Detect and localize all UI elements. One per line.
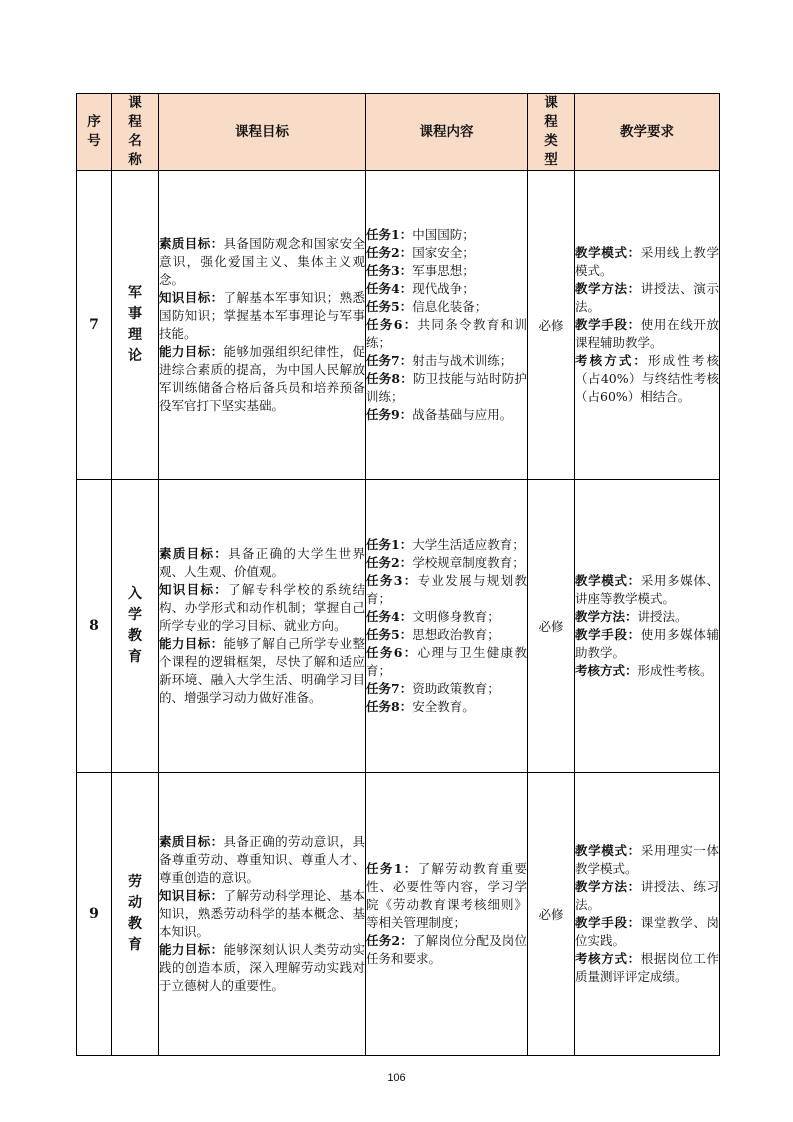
header-row [77, 94, 720, 171]
requirement-item: 考核方式：形成性考核。 [575, 663, 713, 678]
table-row [77, 171, 720, 480]
course-name: 入学教育 [112, 480, 159, 773]
requirement-item: 教学方法：讲授法。 [575, 609, 688, 624]
header-goals: 课程目标 [159, 94, 366, 171]
goal-item: 能力目标：能够加强组织纪律性，促进综合素质的提高，为中国人民解放军训练储备合格后备兵员和培养预备役军官打下坚实基础。 [159, 344, 365, 413]
course-goals [159, 480, 366, 773]
course-requirements [575, 480, 720, 773]
task-item: 任务8：安全教育。 [366, 699, 475, 714]
requirement-item: 教学手段：课堂教学、岗位实践。 [575, 915, 719, 948]
task-item: 任务7：射击与战术训练； [366, 353, 513, 368]
task-item: 任务4：现代战争； [366, 281, 475, 296]
task-item: 任务3：专业发展与规划教育； [366, 573, 527, 606]
course-type: 必修 [528, 171, 575, 480]
requirement-item: 教学方法：讲授法、练习法。 [575, 879, 719, 912]
course-type: 必修 [528, 773, 575, 1056]
task-item: 任务2：了解岗位分配及岗位任务和要求。 [366, 933, 527, 966]
course-requirements [575, 773, 720, 1056]
goal-item: 素质目标：具备正确的大学生世界观、人生观、价值观。 [159, 546, 365, 579]
requirement-item: 考核方式：形成性考核（占40%）与终结性考核（占60%）相结合。 [575, 353, 719, 404]
course-content [366, 480, 528, 773]
task-item: 任务1：了解劳动教育重要性、必要性等内容，学习学院《劳动教育课考核细则》等相关管理制度； [366, 861, 527, 930]
goal-item: 知识目标：了解劳动科学理论、基本知识，熟悉劳动科学的基本概念、基本知识。 [159, 888, 365, 939]
header-content: 课程内容 [366, 94, 528, 171]
page-number: 106 [387, 1072, 406, 1084]
task-item: 任务5：信息化装备； [366, 299, 488, 314]
course-no: 7 [77, 171, 112, 480]
requirement-item: 教学手段：使用在线开放课程辅助教学。 [575, 317, 719, 350]
goal-item: 素质目标：具备国防观念和国家安全意识，强化爱国主义、集体主义观念。 [159, 236, 365, 287]
goal-item: 素质目标：具备正确的劳动意识，具备尊重劳动、尊重知识、尊重人才、尊重创造的意识。 [159, 834, 365, 885]
task-item: 任务2：国家安全； [366, 245, 475, 260]
requirement-item: 考核方式：根据岗位工作质量测评评定成绩。 [575, 951, 719, 984]
task-item: 任务9：战备基础与应用。 [366, 407, 513, 422]
goal-item: 知识目标：了解专科学校的系统结构、办学形式和动作机制；掌握自己所学专业的学习目标、就业方向。 [159, 582, 365, 633]
header-no: 序号 [77, 94, 112, 171]
requirement-item: 教学模式：采用线上教学模式。 [575, 245, 719, 278]
course-no: 9 [77, 773, 112, 1056]
header-type: 课程类型 [528, 94, 575, 171]
goal-item: 知识目标：了解基本军事知识；熟悉国防知识；掌握基本军事理论与军事技能。 [159, 290, 365, 341]
course-goals [159, 773, 366, 1056]
course-requirements [575, 171, 720, 480]
requirement-item: 教学模式：采用多媒体、讲座等教学模式。 [575, 573, 719, 606]
table-row [77, 773, 720, 1056]
course-type: 必修 [528, 480, 575, 773]
course-content [366, 773, 528, 1056]
task-item: 任务3：军事思想； [366, 263, 475, 278]
goal-item: 能力目标：能够深刻认识人类劳动实践的创造本质，深入理解劳动实践对于立德树人的重要性。 [159, 942, 365, 993]
requirement-item: 教学手段：使用多媒体辅助教学。 [575, 627, 719, 660]
task-item: 任务8：防卫技能与站时防护训练； [366, 371, 527, 404]
header-requirements: 教学要求 [575, 94, 720, 171]
course-no: 8 [77, 480, 112, 773]
task-item: 任务1：中国国防； [366, 227, 475, 242]
task-item: 任务6：共同条令教育和训练； [366, 317, 527, 350]
course-content [366, 171, 528, 480]
task-item: 任务1：大学生活适应教育； [366, 537, 525, 552]
requirement-item: 教学方法：讲授法、演示法。 [575, 281, 719, 314]
course-name: 军事理论 [112, 171, 159, 480]
requirement-item: 教学模式：采用理实一体教学模式。 [575, 843, 719, 876]
course-name: 劳动教育 [112, 773, 159, 1056]
task-item: 任务4：文明修身教育； [366, 609, 500, 624]
task-item: 任务7：资助政策教育； [366, 681, 500, 696]
header-name: 课程名称 [112, 94, 159, 171]
course-table [76, 93, 720, 1056]
task-item: 任务6：心理与卫生健康教育； [366, 645, 527, 678]
table-row [77, 480, 720, 773]
goal-item: 能力目标：能够了解自己所学专业整个课程的逻辑框架，尽快了解和适应新环境、融入大学生活、明确学习目的、增强学习动力做好准备。 [159, 636, 365, 705]
task-item: 任务2：学校规章制度教育； [366, 555, 525, 570]
course-goals [159, 171, 366, 480]
task-item: 任务5：思想政治教育； [366, 627, 500, 642]
